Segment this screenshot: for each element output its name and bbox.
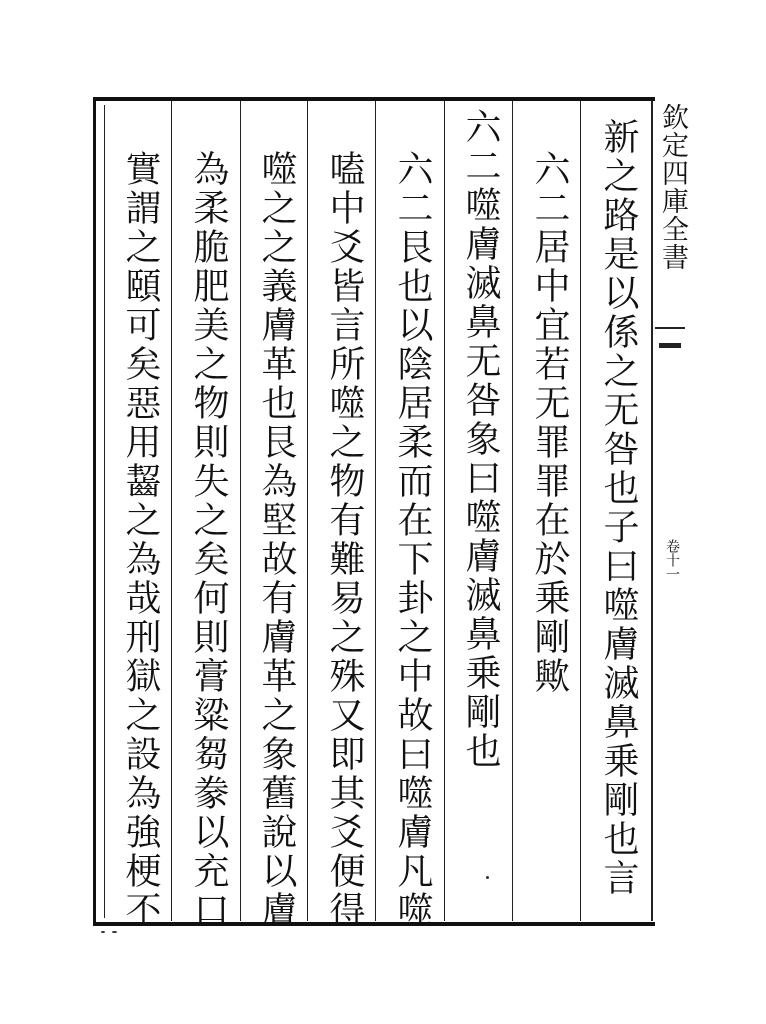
column-rule <box>375 101 376 921</box>
text-column-2: 六二居中宜若无罪罪在於乗剛歟 <box>529 150 570 696</box>
text-column-8: 實謂之頤可矣惡用齧之為哉刑獄之設為強梗不 <box>120 150 161 930</box>
margin-strip <box>651 101 691 921</box>
column-rule <box>240 101 241 921</box>
book-title: 欽定四庫全書 <box>657 103 688 271</box>
text-column-4: 六二艮也以陰居柔而在下卦之中故曰噬膚凡噬 <box>392 150 433 930</box>
text-column-6: 噬之之義膚革也艮為堅故有膚革之象舊說以膚 <box>256 150 297 930</box>
text-column-7: 為柔脆肥美之物則失之矣何則膏粱芻豢以充口 <box>188 150 229 930</box>
text-column-5: 嗑中爻皆言所噬之物有難易之殊又即其爻便得 <box>324 150 365 930</box>
margin-divider <box>655 327 685 329</box>
text-column-3: 六二噬膚滅鼻无咎象曰噬膚滅鼻乗剛也 <box>460 108 501 771</box>
ink-speck <box>112 931 117 933</box>
column-rule <box>307 101 308 921</box>
column-rule <box>171 101 172 921</box>
text-column-1: 新之路是以係之无咎也子曰噬膚滅鼻乗剛也言 <box>598 118 639 898</box>
ink-speck <box>486 876 489 879</box>
column-rule <box>444 101 445 921</box>
column-rule <box>580 101 581 921</box>
fishtail-mark <box>659 343 681 348</box>
volume-number: 卷十一 <box>664 539 680 581</box>
ink-speck <box>101 931 105 933</box>
column-rule <box>512 101 513 921</box>
